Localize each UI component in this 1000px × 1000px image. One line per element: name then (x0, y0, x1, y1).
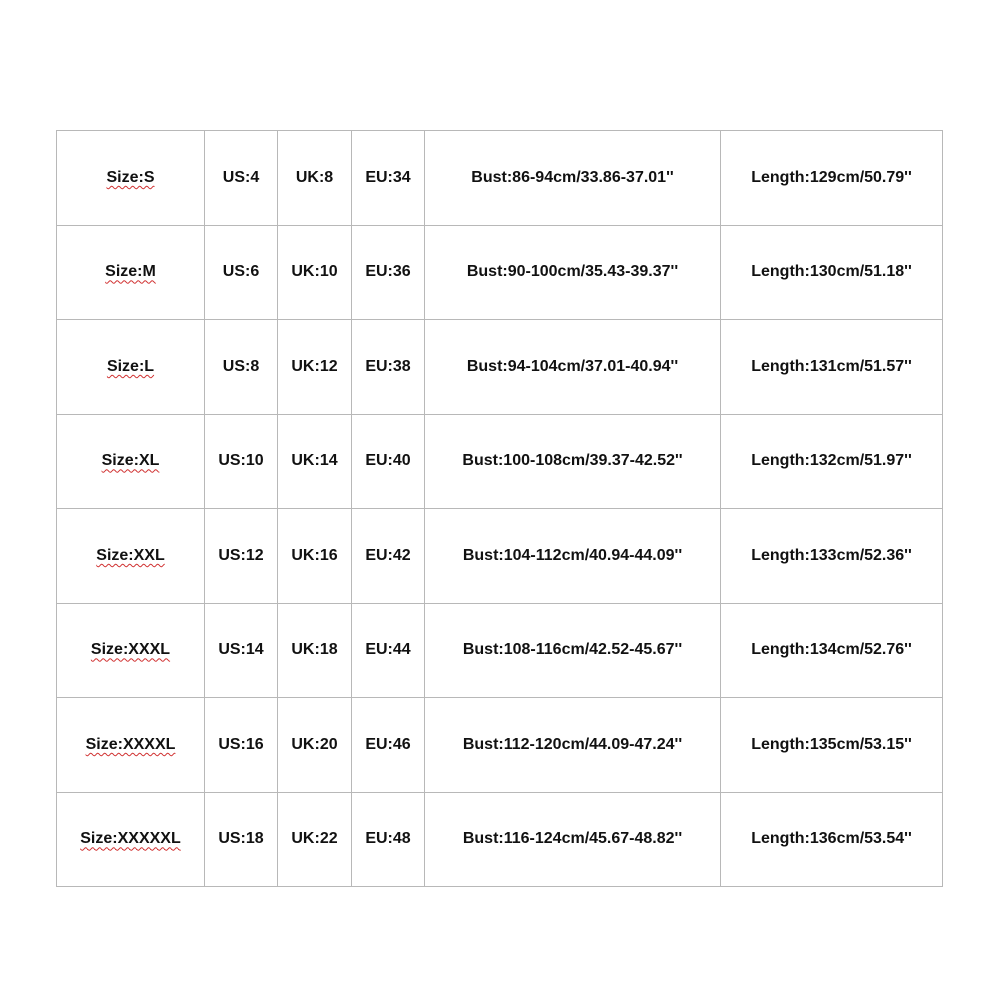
table-row (57, 792, 943, 887)
eu-size-cell: EU:36 (352, 225, 425, 320)
us-size-cell: US:6 (205, 225, 278, 320)
length-cell: Length:129cm/50.79'' (721, 131, 943, 226)
bust-cell: Bust:86-94cm/33.86-37.01'' (425, 131, 721, 226)
us-size-cell: US:16 (205, 698, 278, 793)
uk-size-cell: UK:12 (278, 320, 352, 415)
uk-size-cell: UK:14 (278, 414, 352, 509)
eu-size-cell: EU:44 (352, 603, 425, 698)
bust-cell: Bust:90-100cm/35.43-39.37'' (425, 225, 721, 320)
size-cell: Size:XXXL (57, 603, 205, 698)
eu-size-cell: EU:48 (352, 792, 425, 887)
us-size-cell: US:18 (205, 792, 278, 887)
size-cell: Size:XXL (57, 509, 205, 604)
size-cell: Size:L (57, 320, 205, 415)
table-row (57, 603, 943, 698)
uk-size-cell: UK:22 (278, 792, 352, 887)
us-size-cell: US:12 (205, 509, 278, 604)
size-cell: Size:S (57, 131, 205, 226)
length-cell: Length:134cm/52.76'' (721, 603, 943, 698)
size-chart-table (56, 130, 943, 887)
size-cell: Size:XL (57, 414, 205, 509)
us-size-cell: US:8 (205, 320, 278, 415)
bust-cell: Bust:116-124cm/45.67-48.82'' (425, 792, 721, 887)
us-size-cell: US:4 (205, 131, 278, 226)
us-size-cell: US:14 (205, 603, 278, 698)
table-row (57, 698, 943, 793)
bust-cell: Bust:104-112cm/40.94-44.09'' (425, 509, 721, 604)
bust-cell: Bust:108-116cm/42.52-45.67'' (425, 603, 721, 698)
size-cell: Size:XXXXXL (57, 792, 205, 887)
length-cell: Length:136cm/53.54'' (721, 792, 943, 887)
uk-size-cell: UK:18 (278, 603, 352, 698)
bust-cell: Bust:112-120cm/44.09-47.24'' (425, 698, 721, 793)
uk-size-cell: UK:20 (278, 698, 352, 793)
uk-size-cell: UK:8 (278, 131, 352, 226)
length-cell: Length:133cm/52.36'' (721, 509, 943, 604)
bust-cell: Bust:100-108cm/39.37-42.52'' (425, 414, 721, 509)
table-row (57, 225, 943, 320)
table-row (57, 131, 943, 226)
eu-size-cell: EU:34 (352, 131, 425, 226)
us-size-cell: US:10 (205, 414, 278, 509)
size-cell: Size:XXXXL (57, 698, 205, 793)
eu-size-cell: EU:38 (352, 320, 425, 415)
size-cell: Size:M (57, 225, 205, 320)
table-row (57, 509, 943, 604)
eu-size-cell: EU:42 (352, 509, 425, 604)
eu-size-cell: EU:40 (352, 414, 425, 509)
table-row (57, 320, 943, 415)
length-cell: Length:132cm/51.97'' (721, 414, 943, 509)
length-cell: Length:135cm/53.15'' (721, 698, 943, 793)
eu-size-cell: EU:46 (352, 698, 425, 793)
length-cell: Length:131cm/51.57'' (721, 320, 943, 415)
table-row (57, 414, 943, 509)
uk-size-cell: UK:10 (278, 225, 352, 320)
uk-size-cell: UK:16 (278, 509, 352, 604)
bust-cell: Bust:94-104cm/37.01-40.94'' (425, 320, 721, 415)
length-cell: Length:130cm/51.18'' (721, 225, 943, 320)
